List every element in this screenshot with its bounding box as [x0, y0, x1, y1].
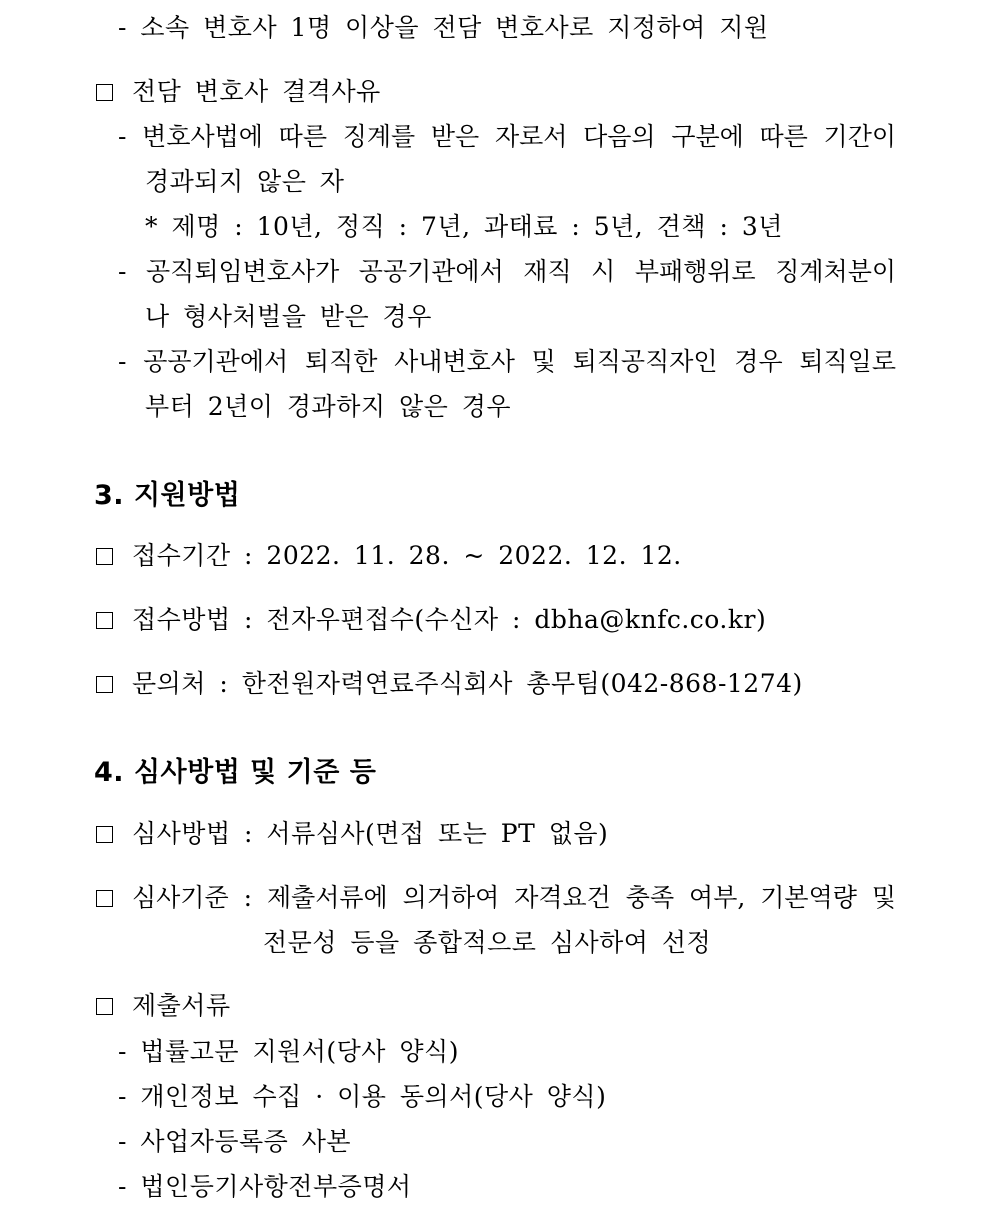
review-method: 심사방법 : 서류심사(면접 또는 PT 없음)	[132, 819, 609, 848]
disqualification-item-1-line-2: 경과되지 않은 자	[145, 167, 345, 196]
checkbox-method	[96, 612, 113, 629]
document-item-4: - 법인등기사항전부증명서	[118, 1172, 412, 1201]
checkbox-review-method	[96, 826, 113, 843]
checkbox-period	[96, 548, 113, 565]
disqualification-item-3-line-2: 부터 2년이 경과하지 않은 경우	[145, 392, 511, 421]
document-item-1: - 법률고문 지원서(당사 양식)	[118, 1037, 459, 1066]
disqualification-title: 전담 변호사 결격사유	[132, 77, 381, 106]
application-period: 접수기간 : 2022. 11. 28. ~ 2022. 12. 12.	[132, 541, 682, 570]
review-criteria-line-1: 심사기준 : 제출서류에 의거하여 자격요건 충족 여부, 기본역량 및	[132, 883, 896, 912]
disqualification-item-2-line-1: - 공직퇴임변호사가 공공기관에서 재직 시 부패행위로 징계처분이	[118, 257, 896, 286]
disqualification-item-1-line-1: - 변호사법에 따른 징계를 받은 자로서 다음의 구분에 따른 기간이	[118, 122, 896, 151]
documents-title: 제출서류	[132, 991, 231, 1020]
disqualification-item-3-line-1: - 공공기관에서 퇴직한 사내변호사 및 퇴직공직자인 경우 퇴직일로	[118, 347, 896, 376]
section-4-heading: 4. 심사방법 및 기준 등	[94, 757, 377, 788]
review-criteria-line-2: 전문성 등을 종합적으로 심사하여 선정	[263, 928, 712, 957]
section-3-heading: 3. 지원방법	[94, 480, 241, 511]
checkbox-disqualification	[96, 84, 113, 101]
contact-info: 문의처 : 한전원자력연료주식회사 총무팀(042-868-1274)	[132, 669, 803, 698]
checkbox-contact	[96, 676, 113, 693]
document-item-3: - 사업자등록증 사본	[118, 1127, 352, 1156]
application-method: 접수방법 : 전자우편접수(수신자 : dbha@knfc.co.kr)	[132, 605, 767, 634]
checkbox-documents	[96, 998, 113, 1015]
disqualification-note: * 제명 : 10년, 정직 : 7년, 과태료 : 5년, 견책 : 3년	[145, 212, 783, 241]
document-item-2: - 개인정보 수집 · 이용 동의서(당사 양식)	[118, 1082, 607, 1111]
bullet-support-designation: - 소속 변호사 1명 이상을 전담 변호사로 지정하여 지원	[118, 13, 769, 42]
checkbox-review-criteria	[96, 890, 113, 907]
disqualification-item-2-line-2: 나 형사처벌을 받은 경우	[145, 302, 432, 331]
